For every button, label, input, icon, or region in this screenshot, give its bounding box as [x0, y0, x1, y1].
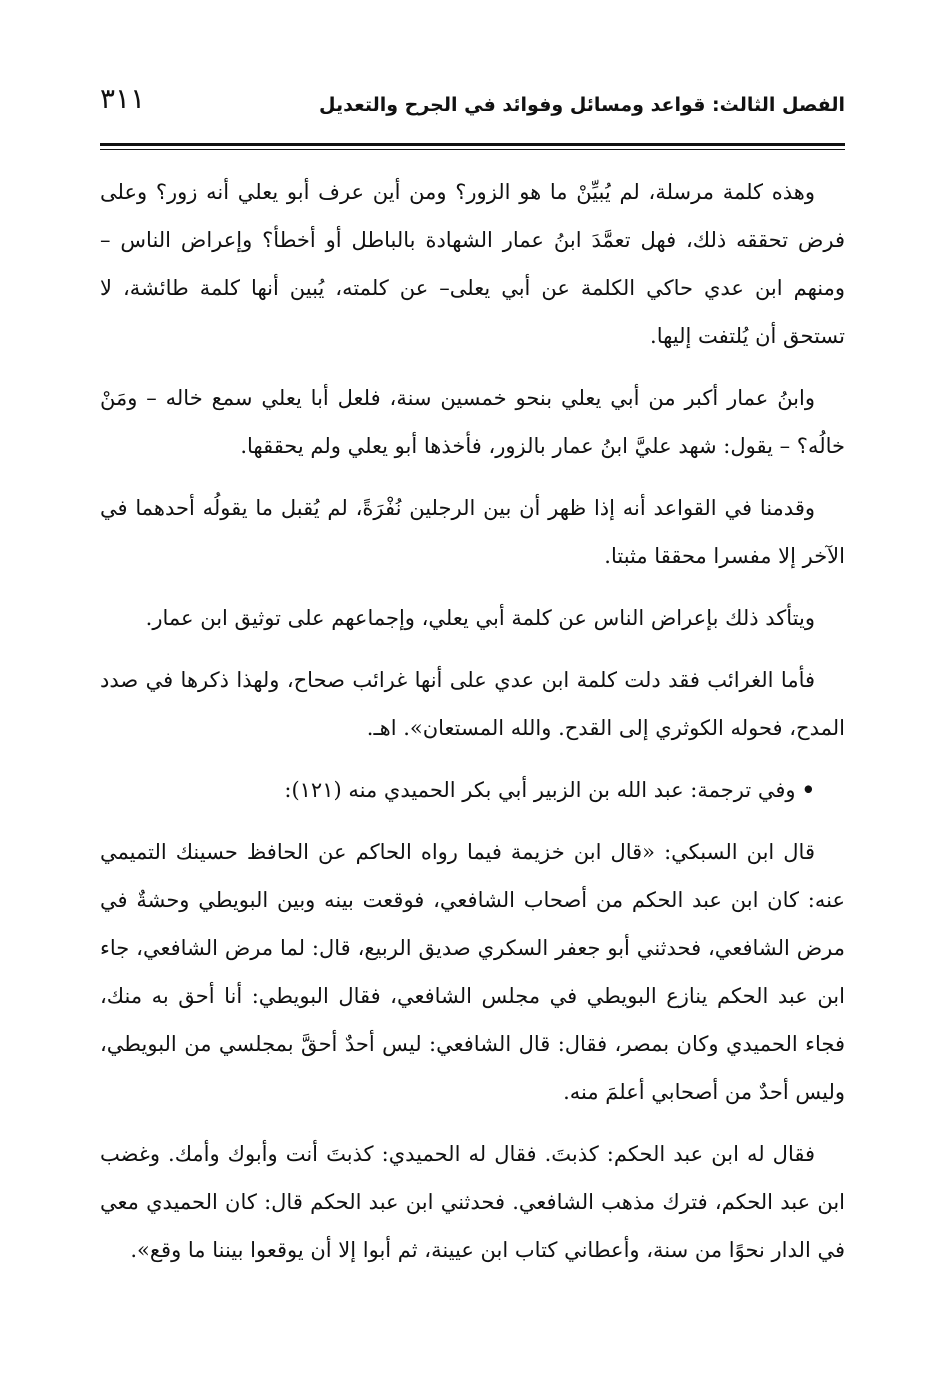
paragraph-2: وابنُ عمار أكبر من أبي يعلي بنحو خمسين سنة، فلعل أبا يعلي سمع خاله – ومَنْ خالُه؟ – يقول: شهد عليَّ ابنُ عمار بالزور، فأخذها أبو يعلي ولم يحققها.	[100, 386, 845, 458]
body-text	[100, 168, 845, 1288]
running-header	[100, 82, 845, 132]
bullet-icon: •	[801, 777, 815, 802]
header-rule-thin	[100, 149, 845, 150]
paragraph-7: قال ابن السبكي: «قال ابن خزيمة فيما رواه الحاكم عن الحافظ حسينك التميمي عنه: كان ابن عبد الحكم من أصحاب الشافعي، فوقعت بينه وبين البويطي وحشةٌ في مرض الشافعي، فحدثني أبو جعفر السكري صديق الربيع، قال: لما مرض الشافعي، جاء ابن عبد الحكم ينازع البويطي في مجلس الشافعي، فقال البويطي: أنا أحق به منك، فجاء الحميدي وكان بمصر، فقال: قال الشافعي: ليس أحدٌ أحقَّ بمجلسي من البويطي، وليس أحدٌ من أصحابي أعلمَ منه.	[100, 840, 845, 1104]
paragraph-4: ويتأكد ذلك بإعراض الناس عن كلمة أبي يعلي، وإجماعهم على توثيق ابن عمار.	[145, 606, 815, 630]
chapter-title: الفصل الثالث: قواعد ومسائل وفوائد في الجرح والتعديل	[319, 94, 845, 116]
paragraph-8: فقال له ابن عبد الحكم: كذبتَ. فقال له الحميدي: كذبتَ أنت وأبوك وأمك. وغضب ابن عبد الحكم، فترك مذهب الشافعي. فحدثني ابن عبد الحكم قال: كان الحميدي معي في الدار نحوًا من سنة، وأعطاني كتاب ابن عيينة، ثم أبوا إلا أن يوقعوا بيننا ما وقع».	[100, 1142, 845, 1262]
paragraph-3: وقدمنا في القواعد أنه إذا ظهر أن بين الرجلين نُفْرَةً، لم يُقبل ما يقولُه أحدهما في الآخر إلا مفسرا محققا مثبتا.	[100, 496, 845, 568]
bullet-paragraph-text: وفي ترجمة: عبد الله بن الزبير أبي بكر الحميدي منه (١٢١):	[284, 778, 796, 802]
bullet-paragraph	[100, 766, 845, 814]
page-number: ٣١١	[100, 82, 146, 115]
header-rule-thick	[100, 143, 845, 146]
paragraph-1: وهذه كلمة مرسلة، لم يُبيِّنْ ما هو الزور؟ ومن أين عرف أبو يعلي أنه زور؟ وعلى فرض تحققه ذلك، فهل تعمَّدَ ابنُ عمار الشهادة بالباطل أو أخطأ؟ وإعراض الناس –ومنهم ابن عدي حاكي الكلمة عن أبي يعلى– عن كلمته، يُبين أنها كلمة طائشة، لا تستحق أن يُلتفت إليها.	[100, 180, 845, 348]
paragraph-5: فأما الغرائب فقد دلت كلمة ابن عدي على أنها غرائب صحاح، ولهذا ذكرها في صدد المدح، فحوله الكوثري إلى القدح. والله المستعان». اهـ.	[100, 668, 845, 740]
